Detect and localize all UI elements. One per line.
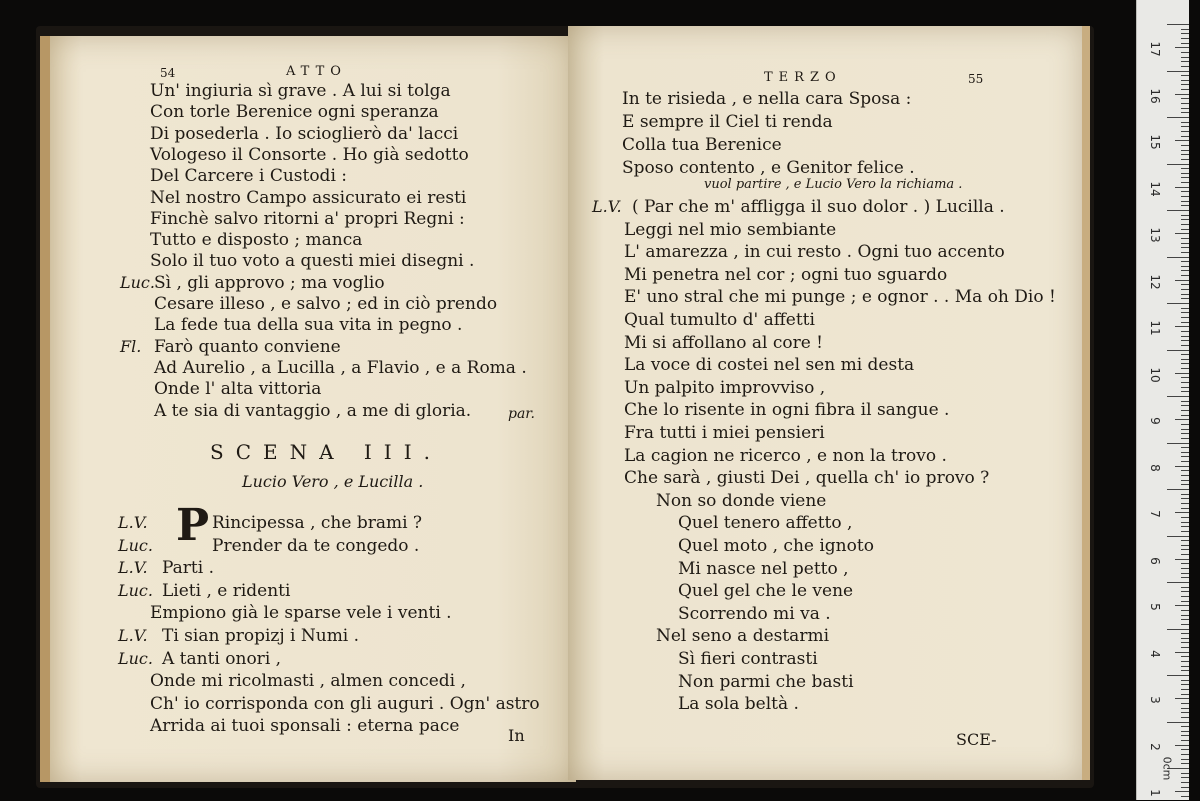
ruler-tick bbox=[1181, 284, 1189, 285]
ruler-tick bbox=[1181, 796, 1189, 797]
ruler-tick bbox=[1181, 470, 1189, 471]
ruler-tick bbox=[1175, 745, 1189, 746]
ruler-tick bbox=[1167, 443, 1189, 444]
verse-line: Un' ingiuria sì grave . A lui si tolga bbox=[150, 81, 451, 101]
ruler-tick bbox=[1181, 656, 1189, 657]
ruler-tick bbox=[1175, 233, 1189, 234]
verse-line: Arrida ai tuoi sponsali : eterna pace bbox=[150, 716, 460, 737]
ruler-tick bbox=[1181, 66, 1189, 67]
ruler-tick bbox=[1167, 675, 1189, 676]
verse-line: Nel nostro Campo assicurato ei resti bbox=[150, 187, 467, 208]
measuring-ruler bbox=[1136, 0, 1189, 800]
verse-line: In te risieda , e nella cara Sposa : bbox=[622, 89, 912, 109]
verse-line: Di posederla . Io scioglierò da' lacci bbox=[150, 123, 459, 144]
ruler-tick bbox=[1181, 98, 1189, 99]
ruler-tick bbox=[1167, 164, 1189, 165]
speaker-label: Luc. bbox=[118, 648, 153, 668]
ruler-tick bbox=[1181, 177, 1189, 178]
ruler-tick bbox=[1181, 498, 1189, 499]
ruler-tick bbox=[1167, 303, 1189, 304]
ruler-tick bbox=[1181, 29, 1189, 30]
verse-line: Un palpito improvviso , bbox=[624, 377, 826, 398]
ruler-tick bbox=[1181, 522, 1189, 523]
ruler-tick bbox=[1181, 33, 1189, 34]
ruler-tick bbox=[1181, 103, 1189, 104]
ruler-tick bbox=[1181, 712, 1189, 713]
ruler-tick bbox=[1181, 112, 1189, 113]
ruler-tick bbox=[1181, 377, 1189, 378]
ruler-tick bbox=[1181, 694, 1189, 695]
ruler-number: 9 bbox=[1148, 417, 1162, 425]
catchword: In bbox=[508, 726, 525, 745]
ruler-tick bbox=[1181, 740, 1189, 741]
ruler-tick bbox=[1181, 503, 1189, 504]
ruler-tick bbox=[1167, 489, 1189, 490]
drop-cap: P bbox=[176, 500, 210, 551]
verse-line: La voce di costei nel sen mi desta bbox=[624, 355, 915, 376]
scene-title: SCENA III. bbox=[210, 440, 442, 464]
ruler-tick bbox=[1181, 205, 1189, 206]
ruler-tick bbox=[1181, 229, 1189, 230]
verse-line: Solo il tuo voto a questi miei disegni . bbox=[150, 251, 475, 272]
ruler-tick bbox=[1181, 122, 1189, 123]
ruler-tick bbox=[1181, 215, 1189, 216]
ruler-tick bbox=[1181, 726, 1189, 727]
ruler-tick bbox=[1181, 298, 1189, 299]
ruler-tick bbox=[1181, 429, 1189, 430]
verse-line: Che sarà , giusti Dei , quella ch' io provo ? bbox=[624, 468, 990, 489]
ruler-tick bbox=[1181, 131, 1189, 132]
ruler-tick bbox=[1167, 257, 1189, 258]
ruler-tick bbox=[1181, 731, 1189, 732]
ruler-number: 8 bbox=[1148, 463, 1162, 472]
ruler-tick bbox=[1181, 75, 1189, 76]
ruler-tick bbox=[1181, 577, 1189, 578]
ruler-tick bbox=[1181, 182, 1189, 183]
ruler-tick bbox=[1181, 549, 1189, 550]
ruler-tick bbox=[1181, 624, 1189, 625]
verse-line: Parti . bbox=[162, 558, 215, 579]
ruler-tick bbox=[1175, 512, 1189, 513]
verse-line: Finchè salvo ritorni a' propri Regni : bbox=[150, 208, 465, 229]
ruler-tick bbox=[1181, 642, 1189, 643]
ruler-tick bbox=[1181, 391, 1189, 392]
ruler-tick bbox=[1181, 89, 1189, 90]
ruler-tick bbox=[1175, 373, 1189, 374]
ruler-tick bbox=[1181, 261, 1189, 262]
ruler-tick bbox=[1175, 326, 1189, 327]
ruler-tick bbox=[1181, 517, 1189, 518]
left-page bbox=[40, 36, 576, 782]
verse-line: Non parmi che basti bbox=[678, 671, 854, 692]
ruler-tick bbox=[1181, 735, 1189, 736]
ruler-tick bbox=[1181, 57, 1189, 58]
verse-line: Vologeso il Consorte . Ho già sedotto bbox=[150, 144, 469, 165]
stage-direction: vuol partire , e Lucio Vero la richiama . bbox=[704, 177, 963, 192]
ruler-tick bbox=[1167, 582, 1189, 583]
verse-line: Quel tenero affetto , bbox=[678, 513, 853, 534]
ruler-tick bbox=[1181, 480, 1189, 481]
catchword: SCE- bbox=[956, 730, 997, 749]
ruler-tick bbox=[1181, 703, 1189, 704]
ruler-tick bbox=[1181, 777, 1189, 778]
ruler-number: 7 bbox=[1148, 510, 1162, 518]
ruler-tick bbox=[1175, 280, 1189, 281]
verse-line: L' amarezza , in cui resto . Ogni tuo accento bbox=[624, 242, 1005, 263]
ruler-tick bbox=[1181, 266, 1189, 267]
ruler-tick bbox=[1181, 759, 1189, 760]
ruler-tick bbox=[1181, 619, 1189, 620]
ruler-tick bbox=[1181, 587, 1189, 588]
ruler-tick bbox=[1181, 601, 1189, 602]
ruler-tick bbox=[1181, 782, 1189, 783]
ruler-tick bbox=[1181, 201, 1189, 202]
ruler-tick bbox=[1181, 312, 1189, 313]
ruler-tick bbox=[1181, 689, 1189, 690]
ruler-tick bbox=[1167, 117, 1189, 118]
running-head: ATTO bbox=[286, 64, 347, 79]
ruler-tick bbox=[1175, 791, 1189, 792]
ruler-tick bbox=[1181, 554, 1189, 555]
scene-characters: Lucio Vero , e Lucilla . bbox=[242, 472, 424, 491]
ruler-tick bbox=[1181, 359, 1189, 360]
ruler-tick bbox=[1181, 591, 1189, 592]
ruler-number: 13 bbox=[1148, 227, 1162, 243]
verse-line: Cesare illeso , e salvo ; ed in ciò prendo bbox=[154, 294, 498, 314]
verse-line: Prender da te congedo . bbox=[212, 535, 420, 556]
ruler-tick bbox=[1167, 71, 1189, 72]
ruler-number: 1 bbox=[1148, 789, 1162, 797]
ruler-number: 11 bbox=[1148, 320, 1162, 336]
verse-line: Tutto e disposto ; manca bbox=[150, 230, 363, 251]
ruler-tick bbox=[1181, 763, 1189, 764]
ruler-tick bbox=[1167, 396, 1189, 397]
ruler-tick bbox=[1181, 596, 1189, 597]
ruler-tick bbox=[1181, 424, 1189, 425]
ruler-tick bbox=[1181, 615, 1189, 616]
ruler-tick bbox=[1181, 633, 1189, 634]
ruler-number: 4 bbox=[1148, 649, 1162, 658]
ruler-tick bbox=[1181, 238, 1189, 239]
speaker-label: L.V. bbox=[118, 513, 148, 532]
ruler-tick bbox=[1181, 345, 1189, 346]
verse-line: Colla tua Berenice bbox=[622, 135, 782, 155]
ruler-tick bbox=[1175, 698, 1189, 699]
ruler-tick bbox=[1181, 708, 1189, 709]
ruler-tick bbox=[1181, 173, 1189, 174]
verse-line: Mi penetra nel cor ; ogni tuo sguardo bbox=[624, 264, 948, 285]
verse-line: Ad Aurelio , a Lucilla , a Flavio , e a Roma . bbox=[154, 357, 527, 378]
ruler-tick bbox=[1181, 531, 1189, 532]
ruler-tick bbox=[1175, 652, 1189, 653]
ruler-number: 6 bbox=[1148, 556, 1162, 565]
ruler-tick bbox=[1181, 573, 1189, 574]
ruler-tick bbox=[1181, 475, 1189, 476]
verse-line: Onde mi ricolmasti , almen concedi , bbox=[150, 671, 466, 692]
running-head: TERZO bbox=[764, 70, 842, 85]
ruler-tick bbox=[1181, 145, 1189, 146]
verse-line: ( Par che m' affligga il suo dolor . ) Lucilla . bbox=[632, 197, 1005, 217]
speaker-label: Fl. bbox=[120, 336, 142, 356]
ruler-tick bbox=[1181, 415, 1189, 416]
ruler-tick bbox=[1181, 308, 1189, 309]
ruler-number: 16 bbox=[1148, 87, 1162, 104]
ruler-tick bbox=[1181, 80, 1189, 81]
verse-line: E' uno stral che mi punge ; e ognor . . Ma oh Dio ! bbox=[624, 287, 1056, 308]
verse-line: Lieti , e ridenti bbox=[162, 580, 291, 601]
ruler-tick bbox=[1167, 629, 1189, 630]
ruler-tick bbox=[1181, 508, 1189, 509]
verse-line: Leggi nel mio sembiante bbox=[624, 219, 837, 240]
ruler-tick bbox=[1175, 605, 1189, 606]
verse-line: Non so donde viene bbox=[656, 490, 827, 511]
ruler-tick bbox=[1181, 43, 1189, 44]
ruler-tick bbox=[1175, 94, 1189, 95]
ruler-tick bbox=[1181, 754, 1189, 755]
ruler-number: 3 bbox=[1148, 696, 1162, 704]
ruler-tick bbox=[1175, 419, 1189, 420]
ruler-tick bbox=[1167, 210, 1189, 211]
ruler-tick bbox=[1181, 331, 1189, 332]
ruler-tick bbox=[1175, 47, 1189, 48]
ruler-tick bbox=[1181, 526, 1189, 527]
verse-line: Qual tumulto d' affetti bbox=[624, 310, 815, 330]
ruler-tick bbox=[1181, 191, 1189, 192]
ruler-number: 12 bbox=[1148, 273, 1162, 290]
ruler-tick bbox=[1181, 368, 1189, 369]
ruler-tick bbox=[1181, 154, 1189, 155]
ruler-tick bbox=[1175, 559, 1189, 560]
ruler-tick bbox=[1181, 540, 1189, 541]
verse-line: La sola beltà . bbox=[678, 694, 799, 715]
ruler-tick bbox=[1181, 126, 1189, 127]
ruler-tick bbox=[1181, 61, 1189, 62]
ruler-tick bbox=[1181, 275, 1189, 276]
ruler-tick bbox=[1181, 270, 1189, 271]
ruler-tick bbox=[1181, 150, 1189, 151]
ruler-tick bbox=[1181, 484, 1189, 485]
speaker-label: Luc. bbox=[118, 580, 153, 600]
ruler-tick bbox=[1181, 84, 1189, 85]
ruler-tick bbox=[1181, 317, 1189, 318]
ruler-tick bbox=[1181, 787, 1189, 788]
ruler-tick bbox=[1181, 219, 1189, 220]
ruler-tick bbox=[1181, 461, 1189, 462]
ruler-tick bbox=[1175, 140, 1189, 141]
speaker-label: L.V. bbox=[118, 626, 148, 645]
verse-line: Mi si affollano al core ! bbox=[624, 332, 824, 353]
ruler-tick bbox=[1181, 243, 1189, 244]
speaker-label: L.V. bbox=[592, 197, 622, 216]
ruler-tick bbox=[1181, 387, 1189, 388]
ruler-number: 14 bbox=[1148, 180, 1162, 197]
ruler-tick bbox=[1181, 289, 1189, 290]
verse-line: Del Carcere i Custodi : bbox=[150, 166, 348, 187]
verse-line: A te sia di vantaggio , a me di gloria. bbox=[154, 400, 472, 421]
ruler-number: 10 bbox=[1148, 366, 1162, 383]
verse-line: Quel moto , che ignoto bbox=[678, 536, 874, 556]
ruler-tick bbox=[1181, 545, 1189, 546]
ruler-tick bbox=[1181, 38, 1189, 39]
ruler-tick bbox=[1167, 722, 1189, 723]
ruler-tick bbox=[1181, 563, 1189, 564]
ruler-tick bbox=[1181, 136, 1189, 137]
ruler-number: 5 bbox=[1148, 603, 1162, 611]
ruler-tick bbox=[1181, 168, 1189, 169]
speaker-label: Luc. bbox=[118, 535, 153, 555]
verse-line: E sempre il Ciel ti renda bbox=[622, 112, 833, 132]
verse-line: Nel seno a destarmi bbox=[656, 626, 830, 647]
ruler-tick bbox=[1181, 749, 1189, 750]
verse-line: La fede tua della sua vita in pegno . bbox=[154, 315, 463, 336]
ruler-tick bbox=[1181, 568, 1189, 569]
ruler-tick bbox=[1181, 108, 1189, 109]
verse-line: Che lo risente in ogni fibra il sangue . bbox=[624, 400, 950, 421]
ruler-tick bbox=[1181, 680, 1189, 681]
ruler-number: 2 bbox=[1148, 742, 1162, 751]
ruler-tick bbox=[1181, 322, 1189, 323]
ruler-tick bbox=[1181, 647, 1189, 648]
ruler-tick bbox=[1181, 433, 1189, 434]
verse-line: Scorrendo mi va . bbox=[678, 603, 831, 624]
verse-line: La cagion ne ricerco , e non la trovo . bbox=[624, 445, 947, 466]
ruler-tick bbox=[1181, 494, 1189, 495]
verse-line: Rincipessa , che brami ? bbox=[212, 513, 423, 533]
ruler-tick bbox=[1181, 666, 1189, 667]
ruler-tick bbox=[1181, 717, 1189, 718]
speaker-label: L.V. bbox=[118, 558, 148, 578]
ruler-tick bbox=[1181, 294, 1189, 295]
ruler-tick bbox=[1181, 661, 1189, 662]
ruler-tick bbox=[1181, 336, 1189, 337]
ruler-tick bbox=[1181, 405, 1189, 406]
exit-mark: par. bbox=[508, 406, 535, 422]
ruler-tick bbox=[1181, 638, 1189, 639]
ruler-tick bbox=[1181, 670, 1189, 671]
verse-line: Sì fieri contrasti bbox=[678, 649, 818, 669]
verse-line: Mi nasce nel petto , bbox=[678, 558, 849, 579]
verse-line: Sì , gli approvo ; ma voglio bbox=[154, 272, 385, 293]
ruler-tick bbox=[1181, 773, 1189, 774]
ruler-tick bbox=[1175, 466, 1189, 467]
ruler-tick bbox=[1181, 456, 1189, 457]
right-page bbox=[568, 26, 1090, 780]
ruler-tick bbox=[1181, 340, 1189, 341]
ruler-unit: 0cm bbox=[1160, 756, 1174, 781]
ruler-tick bbox=[1181, 247, 1189, 248]
ruler-tick bbox=[1181, 610, 1189, 611]
ruler-tick bbox=[1181, 684, 1189, 685]
ruler-tick bbox=[1167, 350, 1189, 351]
verse-line: Ti sian propizj i Numi . bbox=[162, 626, 360, 646]
ruler-tick bbox=[1181, 447, 1189, 448]
verse-line: Farò quanto conviene bbox=[154, 336, 341, 357]
page-number: 55 bbox=[968, 72, 984, 86]
ruler-tick bbox=[1181, 363, 1189, 364]
verse-line: Sposo contento , e Genitor felice . bbox=[622, 158, 915, 178]
ruler-tick bbox=[1181, 52, 1189, 53]
ruler-tick bbox=[1167, 536, 1189, 537]
ruler-tick bbox=[1181, 252, 1189, 253]
ruler-tick bbox=[1181, 224, 1189, 225]
verse-line: Quel gel che le vene bbox=[678, 581, 854, 602]
ruler-tick bbox=[1167, 24, 1189, 25]
verse-line: Ch' io corrisponda con gli auguri . Ogn' astro bbox=[150, 693, 540, 714]
verse-line: Fra tutti i miei pensieri bbox=[624, 423, 825, 443]
ruler-tick bbox=[1181, 159, 1189, 160]
page-number: 54 bbox=[160, 66, 176, 80]
ruler-number: 15 bbox=[1148, 134, 1162, 150]
ruler-tick bbox=[1181, 410, 1189, 411]
ruler-tick bbox=[1181, 382, 1189, 383]
verse-line: A tanti onori , bbox=[162, 648, 282, 669]
ruler-tick bbox=[1181, 452, 1189, 453]
verse-line: Onde l' alta vittoria bbox=[154, 379, 322, 400]
ruler-tick bbox=[1181, 196, 1189, 197]
ruler-tick bbox=[1175, 187, 1189, 188]
verse-line: Empiono già le sparse vele i venti . bbox=[150, 603, 452, 624]
verse-line: Con torle Berenice ogni speranza bbox=[150, 102, 439, 123]
ruler-tick bbox=[1181, 438, 1189, 439]
ruler-number: 17 bbox=[1148, 41, 1162, 57]
ruler-tick bbox=[1181, 401, 1189, 402]
ruler-tick bbox=[1181, 354, 1189, 355]
speaker-label: Luc. bbox=[120, 272, 155, 292]
